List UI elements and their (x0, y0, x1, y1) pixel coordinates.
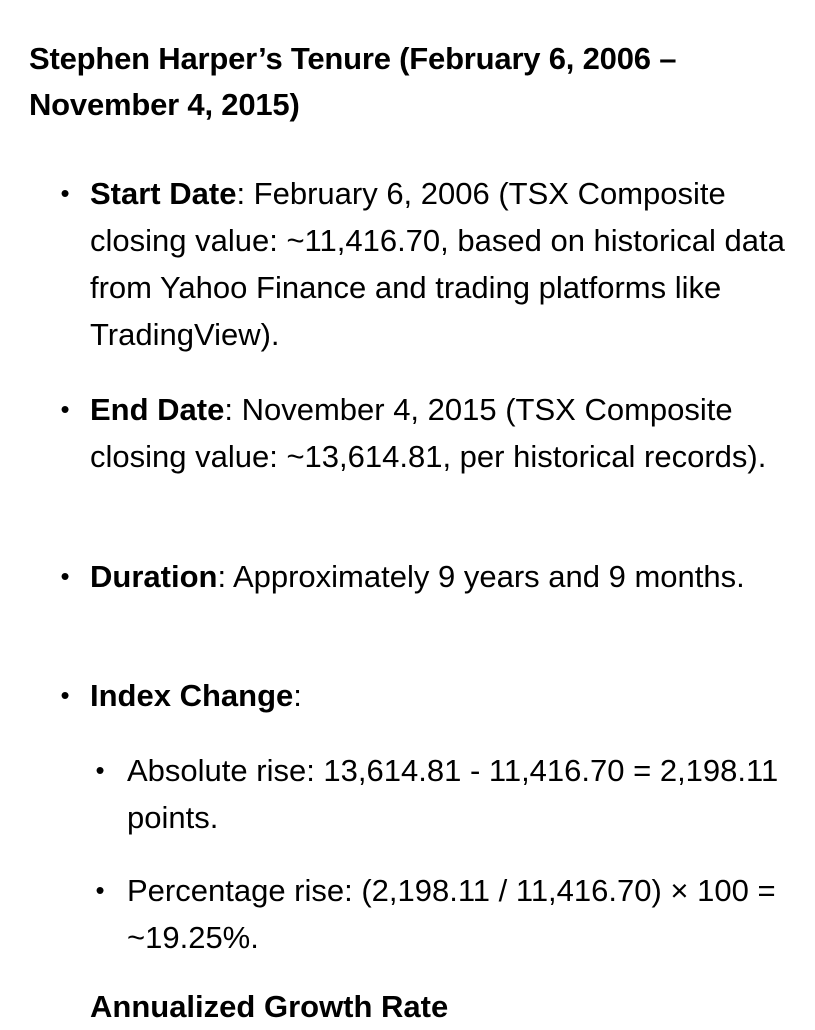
clipped-next-item: Annualized Growth Rate (90, 989, 449, 1024)
duration-text: : Approximately 9 years and 9 months. (217, 559, 745, 594)
bullet-icon: • (60, 178, 70, 208)
bullet-icon: • (95, 875, 105, 905)
start-date-label: Start Date (90, 176, 237, 211)
index-change-label: Index Change (90, 678, 294, 713)
end-date-label: End Date (90, 392, 225, 427)
duration-label: Duration (90, 559, 218, 594)
bullet-icon: • (95, 755, 105, 785)
list-item-content (90, 170, 790, 358)
list-item-content (90, 386, 790, 480)
section-heading: Stephen Harper’s Tenure (February 6, 2006 – November 4, 2015) (29, 41, 677, 122)
bullet-icon: • (60, 680, 70, 710)
bullet-icon: • (60, 394, 70, 424)
list-item-content (90, 672, 790, 719)
absolute-rise-text: Absolute rise: 13,614.81 - 11,416.70 = 2,198.11 points. (127, 753, 779, 835)
start-date-text: : February 6, 2006 (TSX Composite closing value: ~11,416.70, based on historical data from Yahoo Finance and trading platforms like TradingView). (90, 176, 785, 352)
index-change-text: : (293, 678, 302, 713)
bullet-icon: • (60, 561, 70, 591)
end-date-text: : November 4, 2015 (TSX Composite closing value: ~13,614.81, per historical records). (90, 392, 767, 474)
percentage-rise-text: Percentage rise: (2,198.11 / 11,416.70) × 100 = ~19.25%. (127, 873, 776, 955)
list-item-content (90, 553, 790, 600)
